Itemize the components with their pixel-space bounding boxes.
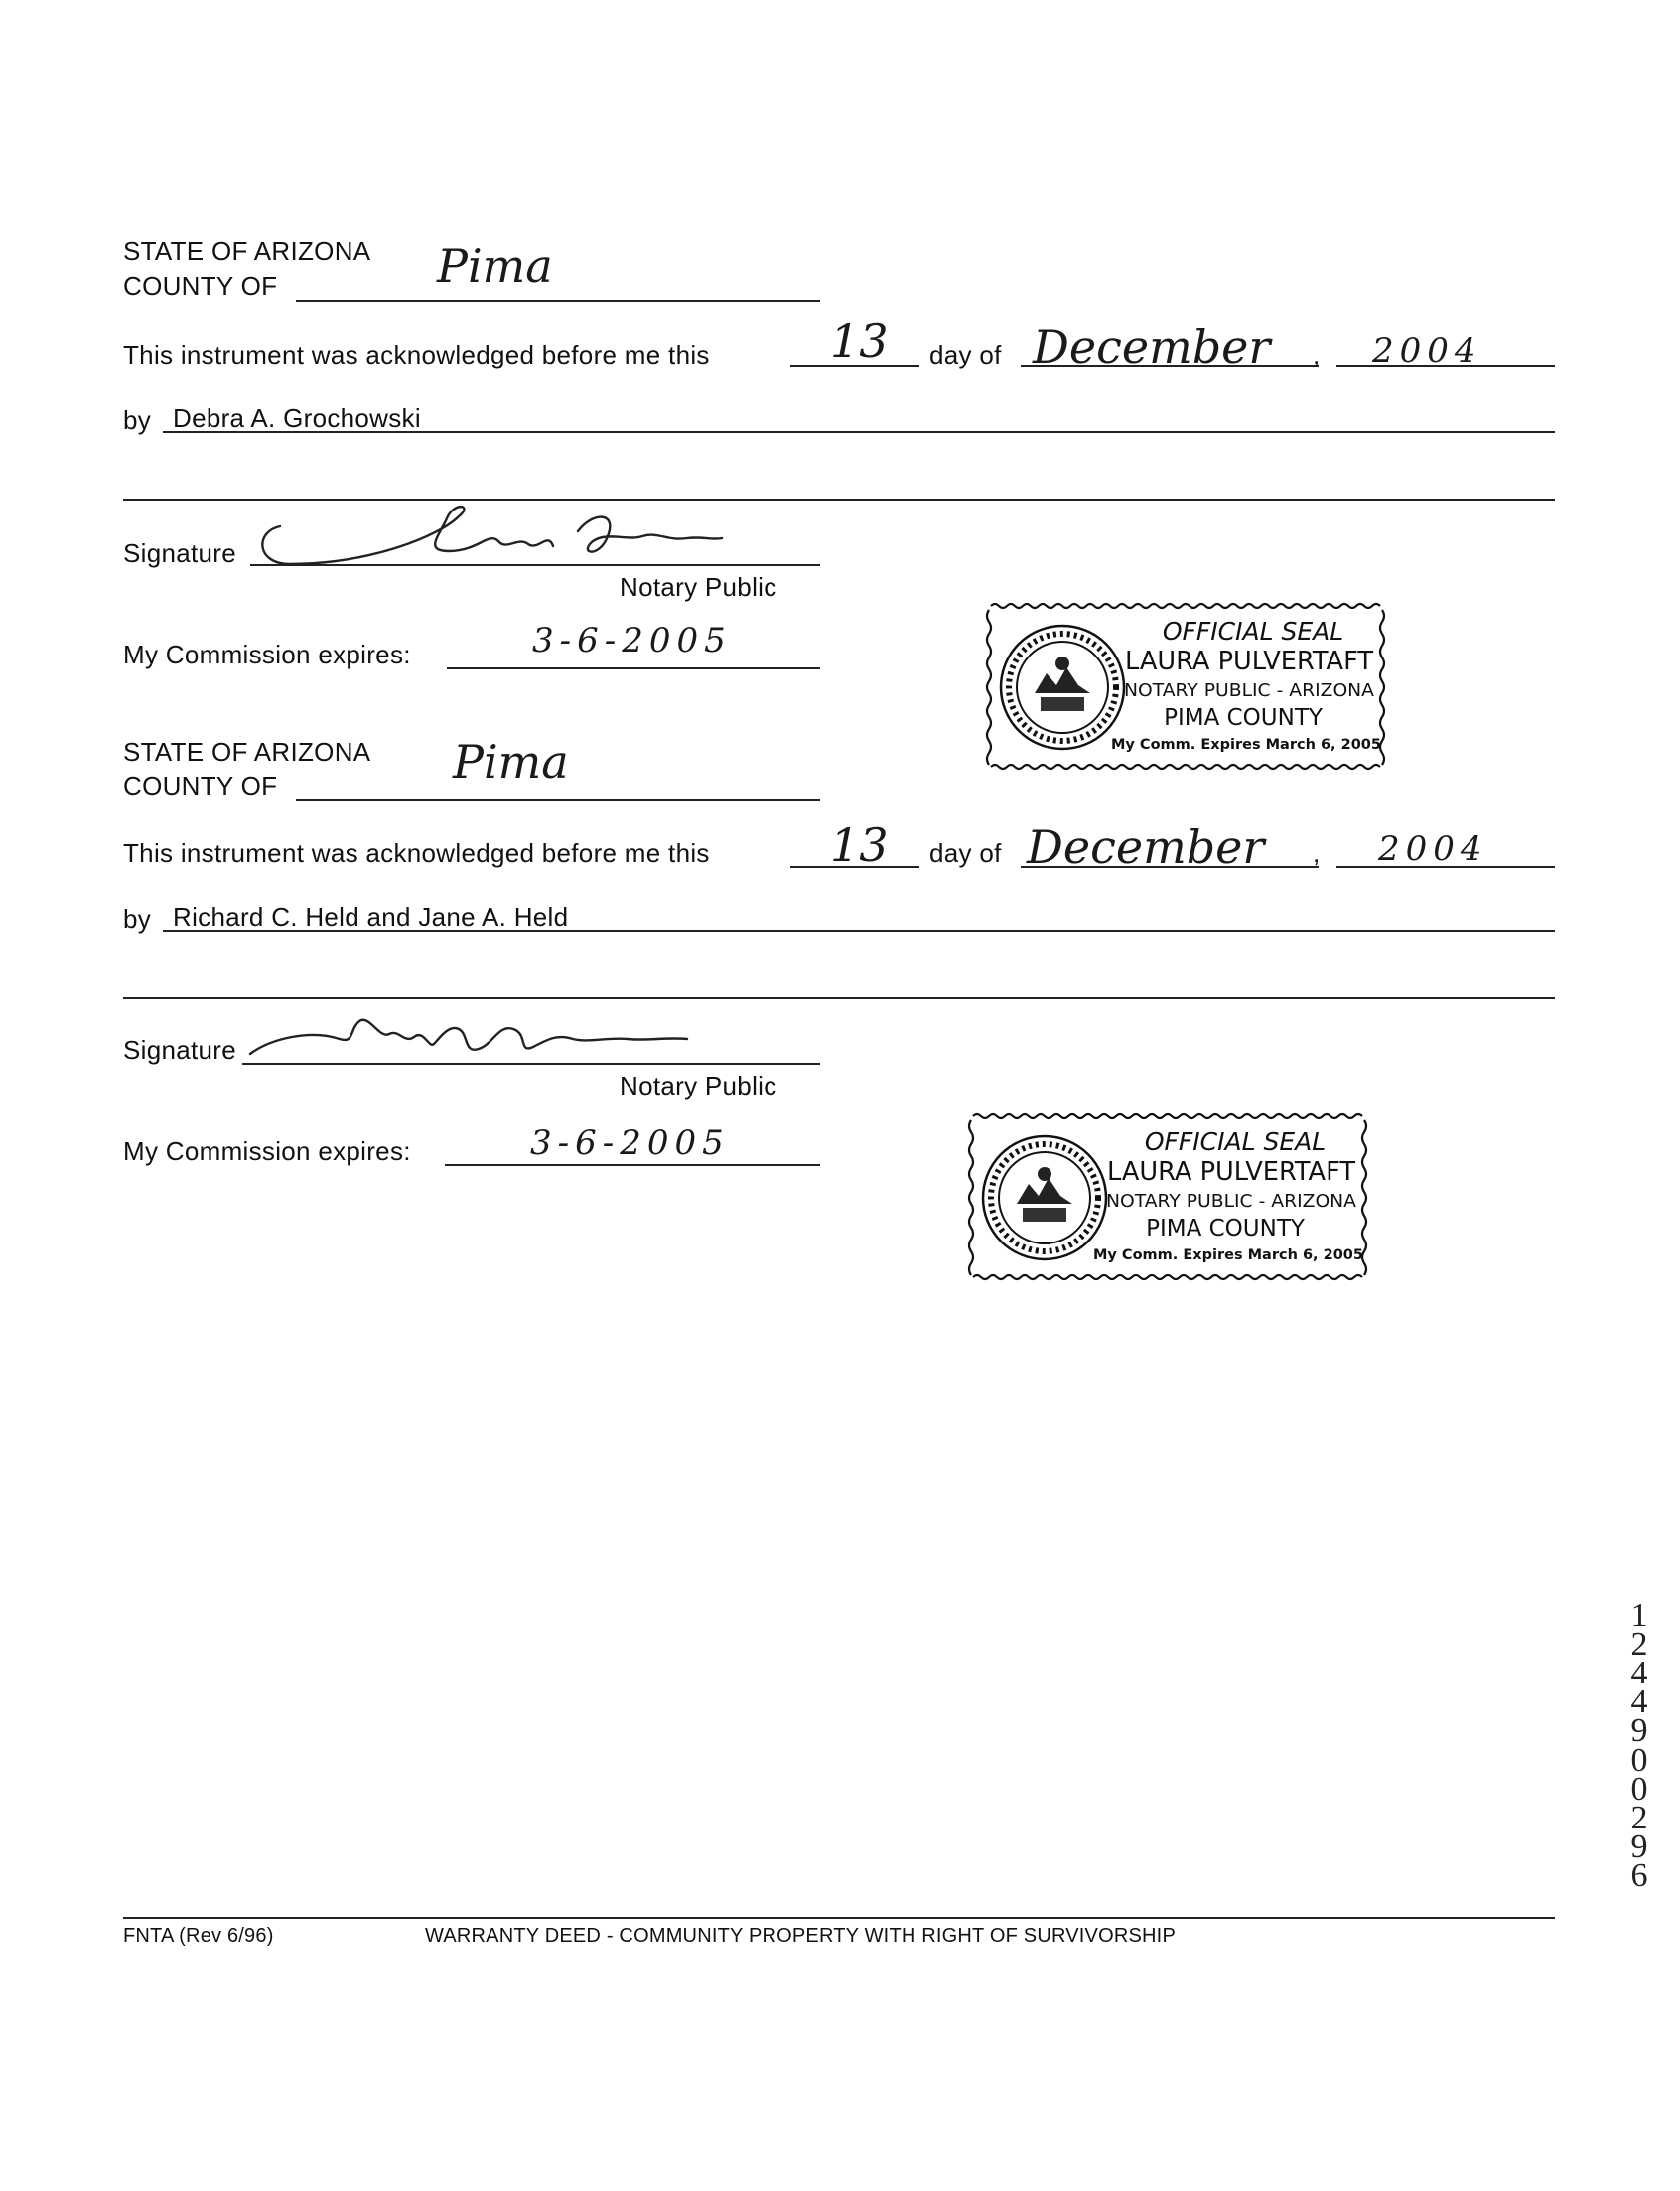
seal-role: NOTARY PUBLIC - ARIZONA [1106, 1191, 1357, 1212]
commission-handwritten: 3-6-2005 [532, 621, 732, 660]
notary-signature-2 [230, 999, 707, 1079]
month-handwritten: December [1027, 820, 1265, 874]
county-line [296, 300, 820, 302]
seal-title: OFFICIAL SEAL [1162, 617, 1344, 646]
form-code: FNTA (Rev 6/96) [123, 1925, 274, 1947]
seal-title: OFFICIAL SEAL [1144, 1127, 1327, 1156]
acknowledged-text: This instrument was acknowledged before me this [123, 340, 710, 369]
state-label: STATE OF ARIZONA [123, 737, 371, 767]
by-label: by [123, 904, 152, 934]
document-title: WARRANTY DEED - COMMUNITY PROPERTY WITH RIGHT OF SURVIVORSHIP [425, 1925, 1176, 1947]
commission-label: My Commission expires: [123, 1136, 411, 1166]
official-seal-stamp-2 [965, 1112, 1372, 1281]
signature-label: Signature [123, 1035, 236, 1065]
day-of-text: day of [929, 340, 1002, 369]
year-handwritten: 2004 [1372, 331, 1482, 370]
acknowledged-text: This instrument was acknowledged before me this [123, 838, 710, 868]
seal-county: PIMA COUNTY [1146, 1216, 1305, 1242]
day-of-text: day of [929, 838, 1002, 868]
year-handwritten: 2004 [1378, 829, 1488, 869]
by-name: Debra A. Grochowski [173, 403, 421, 433]
signature-label: Signature [123, 538, 236, 568]
by-line [163, 930, 1555, 932]
commission-label: My Commission expires: [123, 640, 411, 669]
comma: , [1313, 340, 1321, 369]
comma: , [1313, 838, 1321, 868]
county-line [296, 799, 820, 801]
commission-handwritten: 3-6-2005 [530, 1123, 730, 1163]
footer-rule [123, 1917, 1555, 1919]
by-label: by [123, 405, 152, 435]
official-seal-stamp-1 [983, 602, 1390, 771]
recording-number-top: 12449 [1630, 1597, 1648, 1749]
seal-role: NOTARY PUBLIC - ARIZONA [1124, 680, 1375, 701]
notary-public-label: Notary Public [620, 1071, 777, 1100]
commission-line [445, 1164, 820, 1166]
day-handwritten: 13 [830, 314, 889, 367]
county-label: COUNTY OF [123, 771, 278, 801]
seal-expires: My Comm. Expires March 6, 2005 [1111, 737, 1381, 753]
seal-name: LAURA PULVERTAFT [1107, 1157, 1356, 1187]
day-handwritten: 13 [830, 818, 889, 872]
seal-name: LAURA PULVERTAFT [1125, 647, 1374, 676]
recording-number-bottom: 00296 [1630, 1742, 1648, 1894]
county-label: COUNTY OF [123, 271, 278, 301]
notary-public-label: Notary Public [620, 572, 777, 602]
by-name: Richard C. Held and Jane A. Held [173, 902, 569, 932]
commission-line [447, 667, 820, 669]
notary-signature-1 [250, 497, 727, 576]
county-handwritten: Pima [453, 735, 569, 789]
seal-expires: My Comm. Expires March 6, 2005 [1093, 1247, 1363, 1263]
by-line [163, 431, 1555, 433]
seal-county: PIMA COUNTY [1164, 705, 1323, 731]
county-handwritten: Pima [437, 239, 553, 293]
state-label: STATE OF ARIZONA [123, 236, 371, 266]
month-handwritten: December [1033, 320, 1271, 373]
